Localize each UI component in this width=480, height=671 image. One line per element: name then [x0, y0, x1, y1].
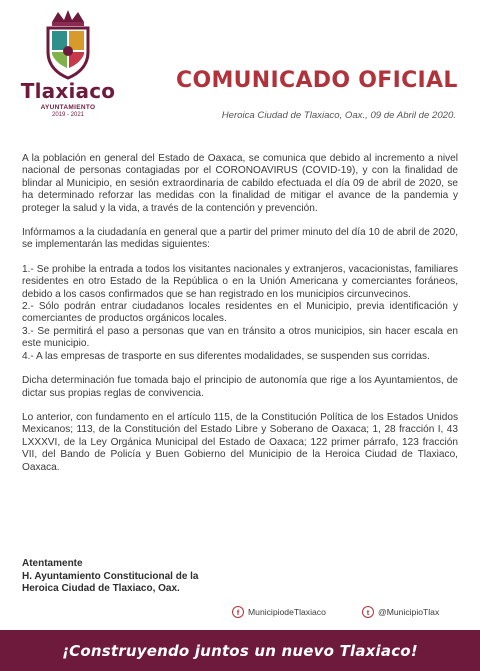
paragraph-intro: A la población en general del Estado de Oaxaca, se comunica que debido al incremento a nivel nacional de personas contagiadas por el CORONOAVIRUS (COVID-19), y con la finalidad de blindar al Municipio, en sesión extraordinaria de cabildo efectuada el día 09 de abril de 2020, se ha determinado reforzar las medidas con la finalidad de mitigar el avance de la pandemia y proteger la salud y la vida, a través de la contención y prevención.	[22, 153, 458, 214]
paragraph-announcement: Infórmamos a la ciudadanía en general que a partir del primer minuto del día 10 de abril de 2020, se implementarán las medidas siguientes:	[22, 227, 458, 251]
facebook-icon: f	[232, 606, 244, 618]
document-title: COMUNICADO OFICIAL	[176, 68, 458, 93]
measure-item: 4.- A las empresas de trasporte en sus diferentes modalidades, se suspenden sus corridas.	[22, 350, 430, 362]
dateline: Heroica Ciudad de Tlaxiaco, Oax., 09 de Abril de 2020.	[221, 110, 456, 121]
paragraph-autonomy: Dicha determinación fue tomada bajo el principio de autonomía que rige a los Ayuntamientos, de dictar sus propias reglas de convivencia.	[22, 375, 458, 399]
municipality-logo	[14, 8, 122, 118]
footer-slogan: ¡Construyendo juntos un nuevo Tlaxiaco!	[62, 641, 418, 660]
twitter-icon: t	[362, 606, 374, 618]
signature-line-2: Heroica Ciudad de Tlaxiaco, Oax.	[22, 583, 180, 595]
crest-icon	[38, 8, 98, 80]
logo-name: Tlaxiaco	[20, 79, 116, 103]
signature-closing: Atentamente	[22, 558, 83, 569]
twitter-handle-label: @MunicipioTlax	[378, 607, 440, 617]
signature-line-1: H. Ayuntamiento Constitucional de la	[22, 570, 199, 582]
facebook-handle-label: MunicipiodeTlaxiaco	[248, 607, 326, 617]
signature-block	[22, 558, 322, 596]
measure-item: 3.- Se permitirá el paso a personas que van en tránsito a otros municipios, sin hacer escala en este municipio.	[22, 325, 458, 350]
logo-years: 2019 - 2021	[51, 112, 85, 118]
document-body	[22, 153, 458, 474]
measure-item: 2.- Sólo podrán entrar ciudadanos locales residentes en el Municipio, previa identificación y comerciantes de productos orgánicos locales.	[22, 301, 458, 325]
logo-subtitle: AYUNTAMIENTO	[40, 104, 96, 111]
facebook-handle[interactable]	[232, 606, 326, 618]
paragraph-legal-basis: Lo anterior, con fundamento en el artículo 115, de la Constitución Política de los Estados Unidos Mexicanos; 113, de la Constitución del Estado Libre y Soberano de Oaxaca; 1, 28 fracción I, 43 LXXXVI, de la Ley Orgánica Municipal del Estado de Oaxaca; 122 primer párrafo, 123 fracción VII, del Bando de Policía y Buen Gobierno del Municipio de la Heroica Ciudad de Tlaxiaco, Oaxaca.	[22, 411, 458, 473]
footer-banner	[0, 630, 480, 671]
twitter-handle[interactable]	[362, 606, 439, 618]
measure-item: 1.- Se prohibe la entrada a todos los visitantes nacionales y extranjeros, vacacionistas, familiares residentes en otro Estado de la República o en la Unión Americana y comerciantes foráneos, debido a los casos confirmados que se han registrado en los municipios circunvecinos.	[22, 263, 458, 300]
